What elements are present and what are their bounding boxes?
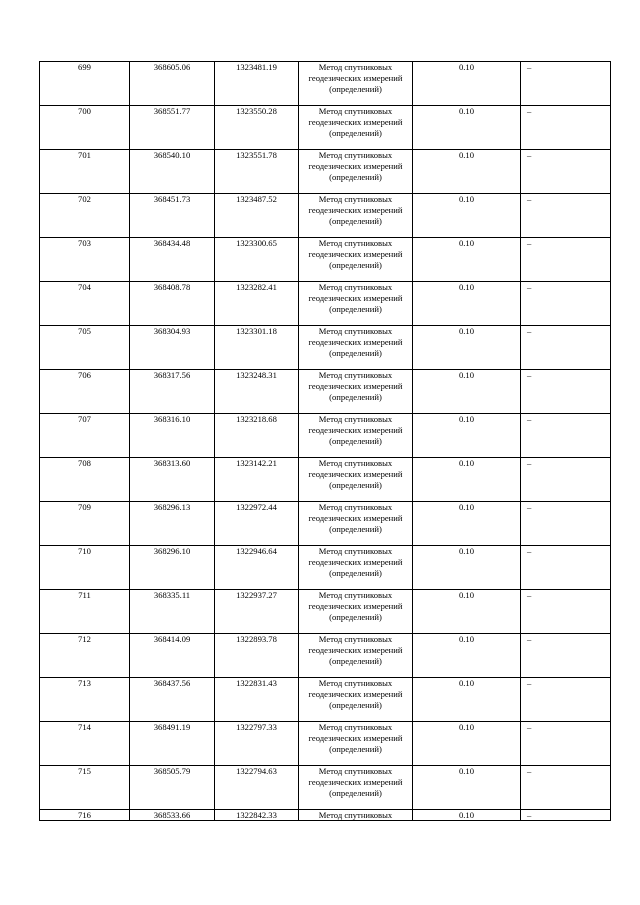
x-coordinate-cell: 368533.66 [130, 810, 215, 821]
x-coordinate-cell: 368316.10 [130, 414, 215, 458]
y-coordinate-cell: 1322946.64 [215, 546, 299, 590]
point-number-cell: 700 [40, 106, 130, 150]
x-coordinate-cell: 368437.56 [130, 678, 215, 722]
note-cell: – [521, 678, 611, 722]
point-number-cell: 713 [40, 678, 130, 722]
x-coordinate-cell: 368317.56 [130, 370, 215, 414]
note-cell: – [521, 634, 611, 678]
x-coordinate-cell: 368434.48 [130, 238, 215, 282]
y-coordinate-cell: 1322797.33 [215, 722, 299, 766]
x-coordinate-cell: 368551.77 [130, 106, 215, 150]
y-coordinate-cell: 1323218.68 [215, 414, 299, 458]
table-row [40, 62, 611, 106]
x-coordinate-cell: 368414.09 [130, 634, 215, 678]
note-cell: – [521, 766, 611, 810]
y-coordinate-cell: 1323481.19 [215, 62, 299, 106]
point-number-cell: 705 [40, 326, 130, 370]
y-coordinate-cell: 1322794.63 [215, 766, 299, 810]
accuracy-cell: 0.10 [413, 546, 521, 590]
method-cell: Метод спутниковых геодезических измерений (определений) [299, 546, 413, 590]
point-number-cell: 704 [40, 282, 130, 326]
x-coordinate-cell: 368505.79 [130, 766, 215, 810]
point-number-cell: 714 [40, 722, 130, 766]
y-coordinate-cell: 1323248.31 [215, 370, 299, 414]
accuracy-cell: 0.10 [413, 634, 521, 678]
note-cell: – [521, 106, 611, 150]
note-cell: – [521, 238, 611, 282]
y-coordinate-cell: 1323487.52 [215, 194, 299, 238]
table-row [40, 766, 611, 810]
note-cell: – [521, 282, 611, 326]
method-cell: Метод спутниковых геодезических измерений (определений) [299, 766, 413, 810]
table-row [40, 590, 611, 634]
note-cell: – [521, 722, 611, 766]
method-cell: Метод спутниковых геодезических измерений (определений) [299, 282, 413, 326]
method-cell: Метод спутниковых геодезических измерений (определений) [299, 722, 413, 766]
x-coordinate-cell: 368408.78 [130, 282, 215, 326]
x-coordinate-cell: 368451.73 [130, 194, 215, 238]
method-cell: Метод спутниковых геодезических измерений (определений) [299, 238, 413, 282]
table-row [40, 194, 611, 238]
accuracy-cell: 0.10 [413, 150, 521, 194]
x-coordinate-cell: 368540.10 [130, 150, 215, 194]
method-cell: Метод спутниковых геодезических измерений (определений) [299, 634, 413, 678]
table-row [40, 502, 611, 546]
point-number-cell: 711 [40, 590, 130, 634]
point-number-cell: 710 [40, 546, 130, 590]
accuracy-cell: 0.10 [413, 590, 521, 634]
x-coordinate-cell: 368605.06 [130, 62, 215, 106]
note-cell: – [521, 810, 611, 821]
method-cell: Метод спутниковых геодезических измерений (определений) [299, 150, 413, 194]
table-row [40, 546, 611, 590]
table-row [40, 414, 611, 458]
point-number-cell: 702 [40, 194, 130, 238]
y-coordinate-cell: 1322842.33 [215, 810, 299, 821]
method-cell: Метод спутниковых геодезических измерений (определений) [299, 62, 413, 106]
note-cell: – [521, 370, 611, 414]
accuracy-cell: 0.10 [413, 106, 521, 150]
y-coordinate-cell: 1322893.78 [215, 634, 299, 678]
accuracy-cell: 0.10 [413, 62, 521, 106]
accuracy-cell: 0.10 [413, 414, 521, 458]
point-number-cell: 706 [40, 370, 130, 414]
point-number-cell: 715 [40, 766, 130, 810]
y-coordinate-cell: 1322831.43 [215, 678, 299, 722]
note-cell: – [521, 458, 611, 502]
x-coordinate-cell: 368296.10 [130, 546, 215, 590]
point-number-cell: 708 [40, 458, 130, 502]
method-cell: Метод спутниковых геодезических измерений (определений) [299, 678, 413, 722]
accuracy-cell: 0.10 [413, 458, 521, 502]
accuracy-cell: 0.10 [413, 678, 521, 722]
note-cell: – [521, 326, 611, 370]
point-number-cell: 709 [40, 502, 130, 546]
x-coordinate-cell: 368491.19 [130, 722, 215, 766]
y-coordinate-cell: 1323550.28 [215, 106, 299, 150]
note-cell: – [521, 150, 611, 194]
x-coordinate-cell: 368296.13 [130, 502, 215, 546]
accuracy-cell: 0.10 [413, 722, 521, 766]
method-cell: Метод спутниковых [299, 810, 413, 821]
y-coordinate-cell: 1322972.44 [215, 502, 299, 546]
method-cell: Метод спутниковых геодезических измерений (определений) [299, 502, 413, 546]
y-coordinate-cell: 1323142.21 [215, 458, 299, 502]
point-number-cell: 699 [40, 62, 130, 106]
note-cell: – [521, 546, 611, 590]
table-row [40, 326, 611, 370]
accuracy-cell: 0.10 [413, 502, 521, 546]
point-number-cell: 703 [40, 238, 130, 282]
x-coordinate-cell: 368313.60 [130, 458, 215, 502]
note-cell: – [521, 414, 611, 458]
method-cell: Метод спутниковых геодезических измерений (определений) [299, 590, 413, 634]
x-coordinate-cell: 368335.11 [130, 590, 215, 634]
table-row [40, 722, 611, 766]
table-row [40, 678, 611, 722]
table-row [40, 150, 611, 194]
y-coordinate-cell: 1323301.18 [215, 326, 299, 370]
y-coordinate-cell: 1322937.27 [215, 590, 299, 634]
method-cell: Метод спутниковых геодезических измерений (определений) [299, 194, 413, 238]
accuracy-cell: 0.10 [413, 766, 521, 810]
coordinates-table-body [40, 62, 611, 821]
y-coordinate-cell: 1323282.41 [215, 282, 299, 326]
table-row [40, 458, 611, 502]
note-cell: – [521, 194, 611, 238]
note-cell: – [521, 62, 611, 106]
point-number-cell: 701 [40, 150, 130, 194]
x-coordinate-cell: 368304.93 [130, 326, 215, 370]
accuracy-cell: 0.10 [413, 810, 521, 821]
table-row [40, 282, 611, 326]
method-cell: Метод спутниковых геодезических измерений (определений) [299, 106, 413, 150]
coordinates-table [39, 61, 611, 821]
table-row [40, 238, 611, 282]
accuracy-cell: 0.10 [413, 238, 521, 282]
method-cell: Метод спутниковых геодезических измерений (определений) [299, 458, 413, 502]
accuracy-cell: 0.10 [413, 370, 521, 414]
accuracy-cell: 0.10 [413, 326, 521, 370]
table-row [40, 634, 611, 678]
point-number-cell: 712 [40, 634, 130, 678]
table-row [40, 106, 611, 150]
note-cell: – [521, 502, 611, 546]
method-cell: Метод спутниковых геодезических измерений (определений) [299, 370, 413, 414]
accuracy-cell: 0.10 [413, 282, 521, 326]
method-cell: Метод спутниковых геодезических измерений (определений) [299, 414, 413, 458]
table-row [40, 810, 611, 821]
method-cell: Метод спутниковых геодезических измерений (определений) [299, 326, 413, 370]
point-number-cell: 716 [40, 810, 130, 821]
accuracy-cell: 0.10 [413, 194, 521, 238]
y-coordinate-cell: 1323300.65 [215, 238, 299, 282]
table-row [40, 370, 611, 414]
y-coordinate-cell: 1323551.78 [215, 150, 299, 194]
point-number-cell: 707 [40, 414, 130, 458]
note-cell: – [521, 590, 611, 634]
